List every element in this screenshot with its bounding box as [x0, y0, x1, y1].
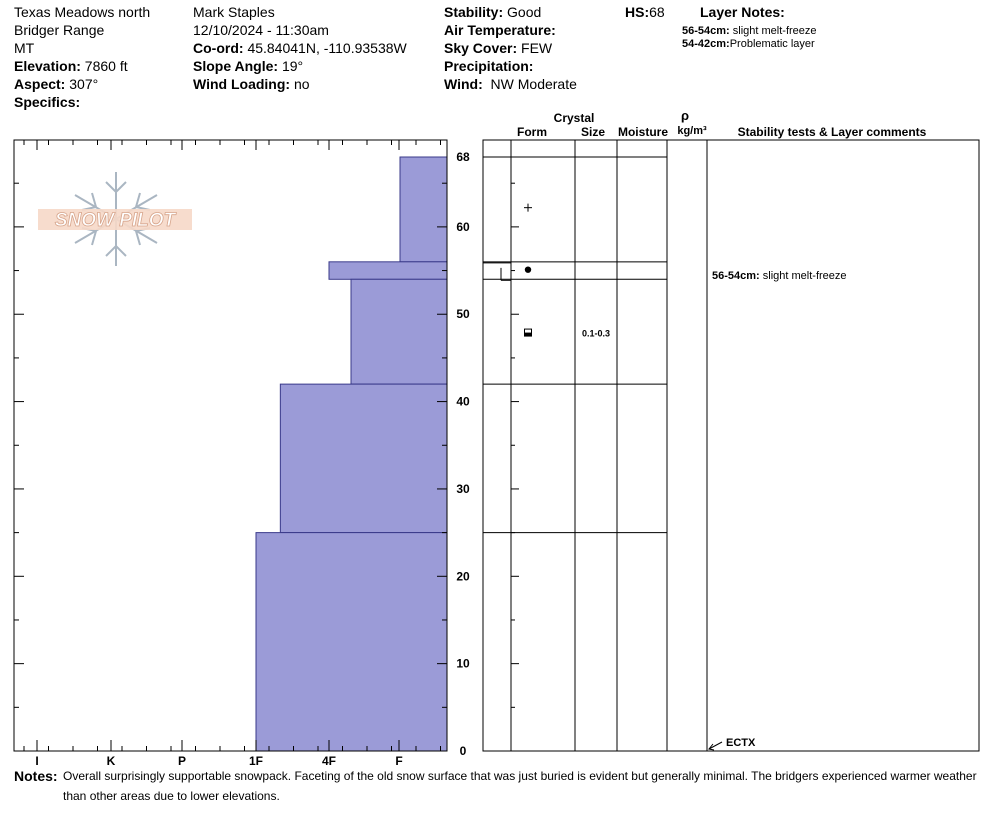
aspect-field: Aspect: 307° — [14, 76, 99, 92]
notes-text: Overall surprisingly supportable snowpack. Faceting of the old snow surface that was just buried is evident but generally minimal. The bridgers experienced warmer weather than other areas due to lower elevations. — [63, 769, 977, 803]
col-moisture: Moisture — [617, 125, 669, 139]
hardness-tick-label: 4F — [321, 754, 337, 768]
col-rho: ρ — [680, 108, 690, 123]
height-tick-label: 20 — [456, 569, 470, 584]
hardness-tick-label: K — [106, 754, 116, 768]
layer-notes-title: Layer Notes: — [700, 4, 785, 20]
location-name: Texas Meadows north — [14, 4, 151, 20]
height-tick-label: 50 — [456, 307, 470, 322]
coord-field: Co-ord: 45.84041N, -110.93538W — [193, 40, 407, 56]
hardness-tick-label: 1F — [248, 754, 264, 768]
col-crystal: Crystal — [553, 111, 595, 125]
state-name: MT — [14, 40, 35, 56]
specifics-field: Specifics: — [14, 94, 81, 110]
hardness-layer-bar — [256, 533, 447, 751]
crystal-forms — [524, 204, 610, 339]
range-name: Bridger Range — [14, 22, 105, 38]
height-tick-label: 30 — [456, 481, 470, 496]
wind-loading-field: Wind Loading: no — [193, 76, 310, 92]
hardness-layers — [256, 157, 447, 751]
notes-section — [14, 766, 989, 803]
height-tick-label: 0 — [459, 744, 467, 758]
hardness-layer-bar — [280, 384, 447, 533]
layer-note: 54-42cm:Problematic layer — [682, 38, 815, 50]
height-tick-label: 10 — [456, 656, 470, 671]
stability-field: Stability: Good — [444, 4, 542, 20]
crystal-form-rounded — [525, 266, 531, 272]
hardness-layer-bar — [351, 279, 447, 384]
sky-field: Sky Cover: FEW — [444, 40, 553, 56]
stability-test-pointer — [709, 742, 722, 749]
hardness-layer-bar — [400, 157, 447, 262]
col-form: Form — [517, 125, 547, 139]
stability-test-label: ECTX — [726, 737, 756, 749]
col-comments: Stability tests & Layer comments — [737, 125, 927, 139]
height-tick-label: 68 — [456, 150, 470, 164]
air-temp-field: Air Temperature: — [444, 22, 556, 38]
elevation-field: Elevation: 7860 ft — [14, 58, 128, 74]
crystal-size-label: 0.1-0.3 — [581, 328, 611, 339]
crystal-form-facet — [525, 333, 532, 337]
col-size: Size — [580, 125, 606, 139]
observation-datetime: 12/10/2024 - 11:30am — [193, 22, 329, 38]
crystal-table-frame — [483, 140, 979, 751]
hardness-tick-label: P — [177, 754, 187, 768]
layer-comments — [709, 270, 847, 750]
height-tick-label: 40 — [456, 394, 470, 409]
notes-label: Notes: — [14, 768, 58, 784]
layer-comment: 56-54cm: slight melt-freeze — [712, 269, 847, 282]
logo-text: SNOW PILOT — [54, 210, 176, 231]
hs-field: HS:68 — [625, 4, 665, 20]
slope-field: Slope Angle: 19° — [193, 58, 304, 74]
hardness-tick-label: F — [395, 754, 403, 768]
precip-field: Precipitation: — [444, 58, 534, 74]
observer-name: Mark Staples — [193, 4, 275, 20]
snowpilot-logo — [38, 172, 192, 266]
layer-note: 56-54cm: slight melt-freeze — [682, 25, 817, 37]
height-tick-label: 60 — [456, 219, 470, 234]
col-density-unit: kg/m³ — [677, 125, 707, 137]
wind-field: Wind: NW Moderate — [444, 76, 577, 92]
hardness-tick-label: I — [35, 754, 39, 768]
hardness-layer-bar — [329, 262, 447, 279]
